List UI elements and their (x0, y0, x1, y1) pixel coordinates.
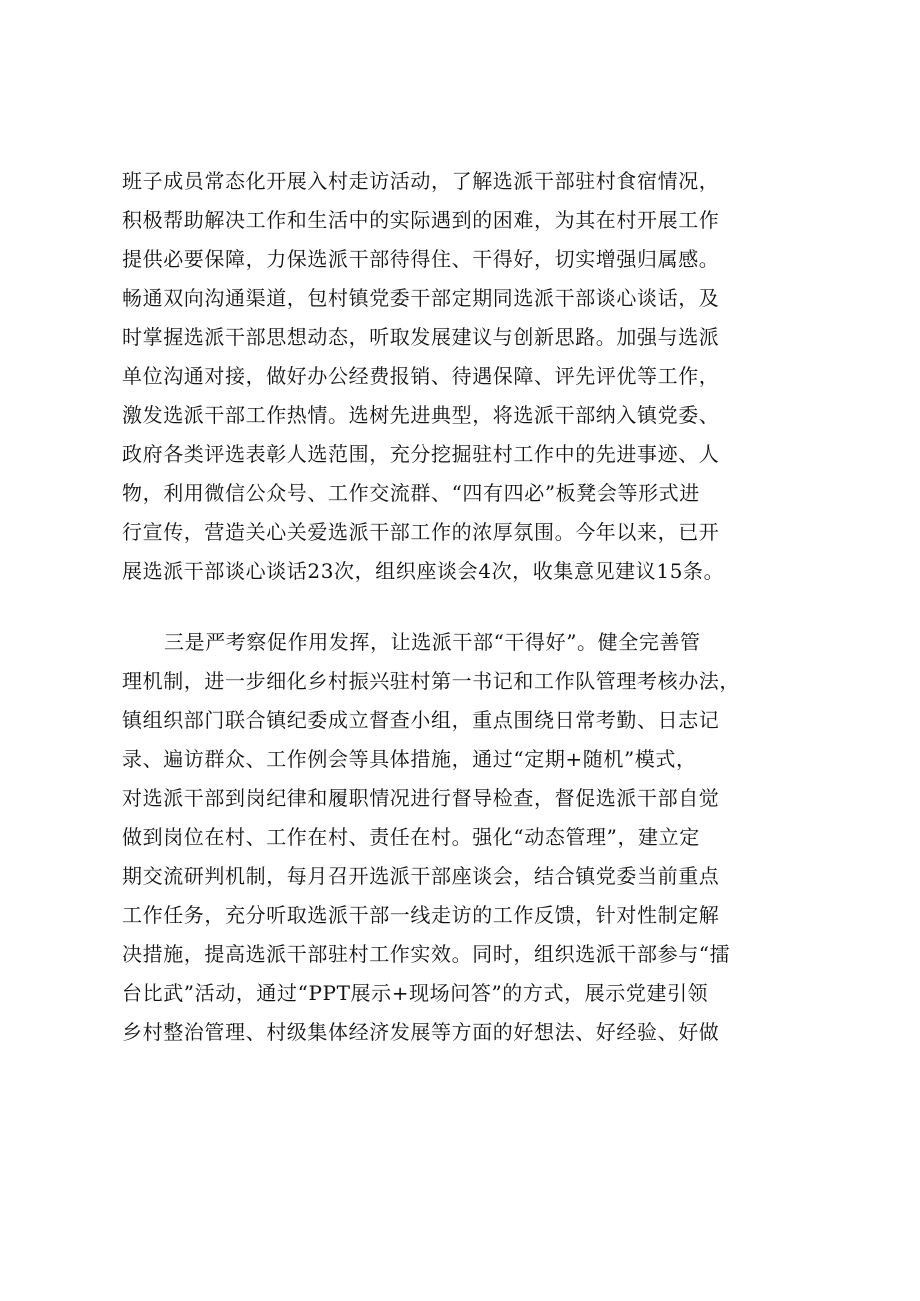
paragraph-line: 工作任务，充分听取选派干部一线走访的工作反馈，针对性制定解 (122, 903, 720, 927)
paragraph-line: 理机制，进一步细化乡村振兴驻村第一书记和工作队管理考核办法， (122, 669, 740, 693)
paragraph-line: 台比武”活动，通过“PPT展示+现场问答”的方式，展示党建引领 (122, 981, 709, 1005)
paragraph-line: 提供必要保障，力保选派干部待得住、干得好，切实增强归属感。 (122, 247, 720, 271)
paragraph-line: 期交流研判机制，每月召开选派干部座谈会，结合镇党委当前重点 (122, 864, 720, 888)
paragraph-2 (122, 623, 802, 1052)
paragraph-line: 做到岗位在村、工作在村、责任在村。强化“动态管理”，建立定 (122, 825, 700, 849)
paragraph-line: 乡村整治管理、村级集体经济发展等方面的好想法、好经验、好做 (122, 1020, 720, 1044)
paragraph-first-line: 三是严考察促作用发挥，让选派干部“干得好”。健全完善管 (164, 630, 701, 654)
paragraph-line: 对选派干部到岗纪律和履职情况进行督导检查，督促选派干部自觉 (122, 786, 720, 810)
paragraph-line: 班子成员常态化开展入村走访活动，了解选派干部驻村食宿情况， (122, 169, 720, 193)
paragraph-line: 激发选派干部工作热情。选树先进典型，将选派干部纳入镇党委、 (122, 403, 720, 427)
paragraph-line: 录、遍访群众、工作例会等具体措施，通过“定期+随机”模式， (122, 747, 697, 771)
paragraph-line: 决措施，提高选派干部驻村工作实效。同时，组织选派干部参与“擂 (122, 942, 731, 966)
paragraph-line: 时掌握选派干部思想动态，听取发展建议与创新思路。加强与选派 (122, 325, 720, 349)
paragraph-line: 展选派干部谈心谈话23次，组织座谈会4次，收集意见建议15条。 (122, 559, 725, 583)
paragraph-line: 物，利用微信公众号、工作交流群、“四有四必”板凳会等形式进 (122, 481, 700, 505)
paragraph-line: 行宣传，营造关心关爱选派干部工作的浓厚氛围。今年以来，已开 (122, 520, 720, 544)
paragraph-1 (122, 162, 802, 591)
paragraph-line: 政府各类评选表彰人选范围，充分挖掘驻村工作中的先进事迹、人 (122, 442, 720, 466)
paragraph-line: 镇组织部门联合镇纪委成立督查小组，重点围绕日常考勤、日志记 (122, 708, 720, 732)
paragraph-line: 积极帮助解决工作和生活中的实际遇到的困难，为其在村开展工作 (122, 208, 720, 232)
paragraph-line: 单位沟通对接，做好办公经费报销、待遇保障、评先评优等工作， (122, 364, 720, 388)
paragraph-line: 畅通双向沟通渠道，包村镇党委干部定期同选派干部谈心谈话，及 (122, 286, 720, 310)
